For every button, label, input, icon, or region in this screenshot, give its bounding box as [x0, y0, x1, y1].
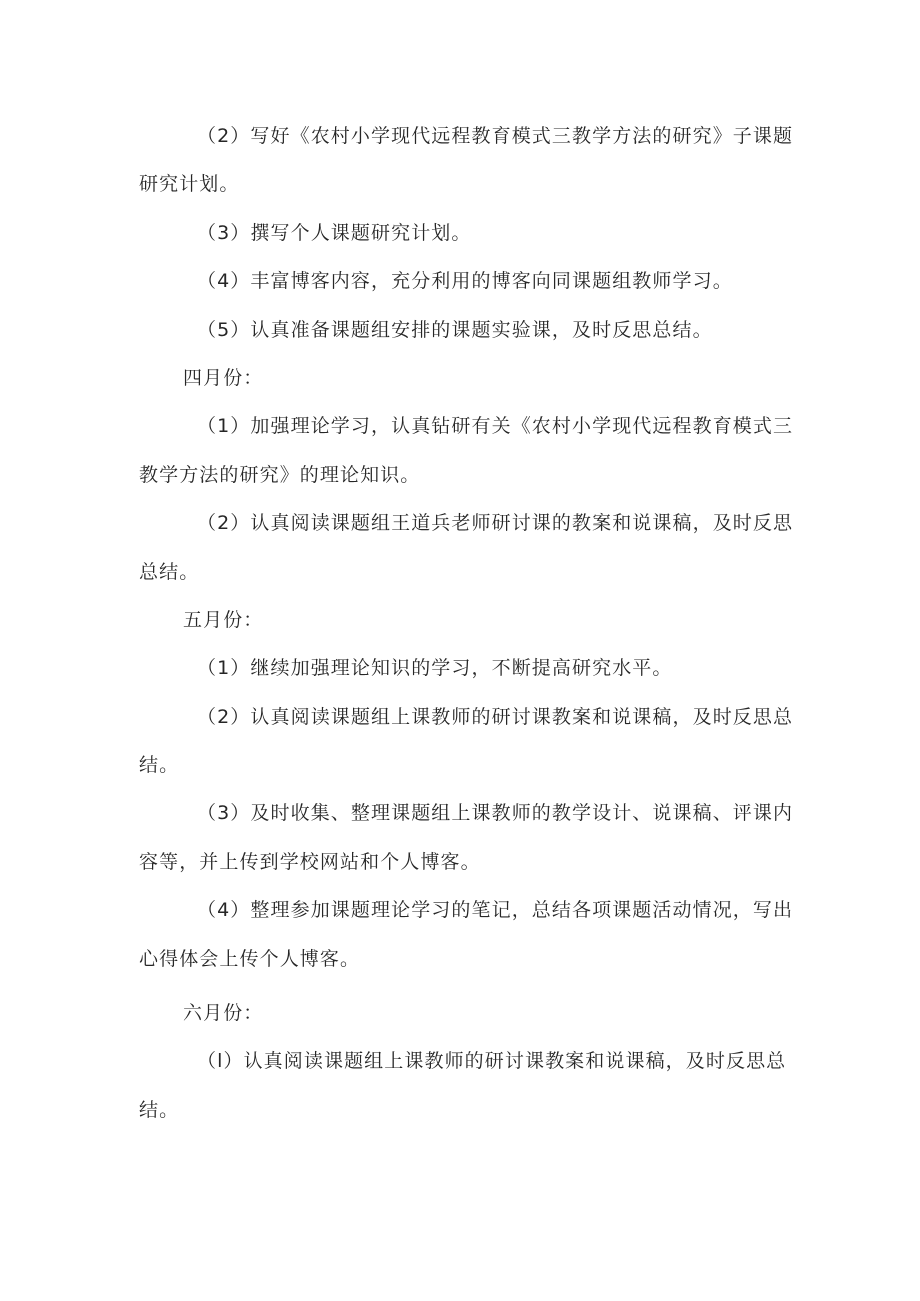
paragraph-line: （4）整理参加课题理论学习的笔记，总结各项课题活动情况，写出 [197, 899, 794, 922]
paragraph-line: （l）认真阅读课题组上课教师的研讨课教案和说课稿，及时反思总 [197, 1050, 787, 1073]
section-heading-june: 六月份： [183, 1002, 264, 1025]
paragraph-line: 容等，并上传到学校网站和个人博客。 [139, 850, 481, 873]
paragraph-line: 教学方法的研究》的理论知识。 [139, 463, 421, 486]
paragraph-line: （4）丰富博客内容，充分利用的博客向同课题组教师学习。 [197, 270, 733, 293]
section-heading-may: 五月份： [183, 608, 264, 631]
paragraph-line: 研究计划。 [139, 173, 240, 196]
section-heading-april: 四月份： [183, 366, 264, 389]
paragraph-line: 结。 [139, 1098, 180, 1121]
paragraph-line: （5）认真准备课题组安排的课题实验课，及时反思总结。 [197, 318, 713, 341]
paragraph-line: （3）及时收集、整理课题组上课教师的教学设计、说课稿、评课内 [197, 802, 794, 825]
paragraph-line: 总结。 [139, 560, 200, 583]
paragraph-line: 心得体会上传个人博客。 [139, 947, 361, 970]
paragraph-line: 结。 [139, 754, 180, 777]
paragraph-line: （2）认真阅读课题组上课教师的研讨课教案和说课稿，及时反思总 [197, 705, 794, 728]
paragraph-line: （3）撰写个人课题研究计划。 [197, 221, 472, 244]
paragraph-line: （2）写好《农村小学现代远程教育模式三教学方法的研究》子课题 [197, 125, 794, 147]
paragraph-line: （2）认真阅读课题组王道兵老师研讨课的教案和说课稿，及时反思 [197, 512, 794, 535]
paragraph-line: （1）继续加强理论知识的学习，不断提高研究水平。 [197, 657, 673, 680]
paragraph-line: （1）加强理论学习，认真钻研有关《农村小学现代远程教育模式三 [197, 415, 794, 438]
